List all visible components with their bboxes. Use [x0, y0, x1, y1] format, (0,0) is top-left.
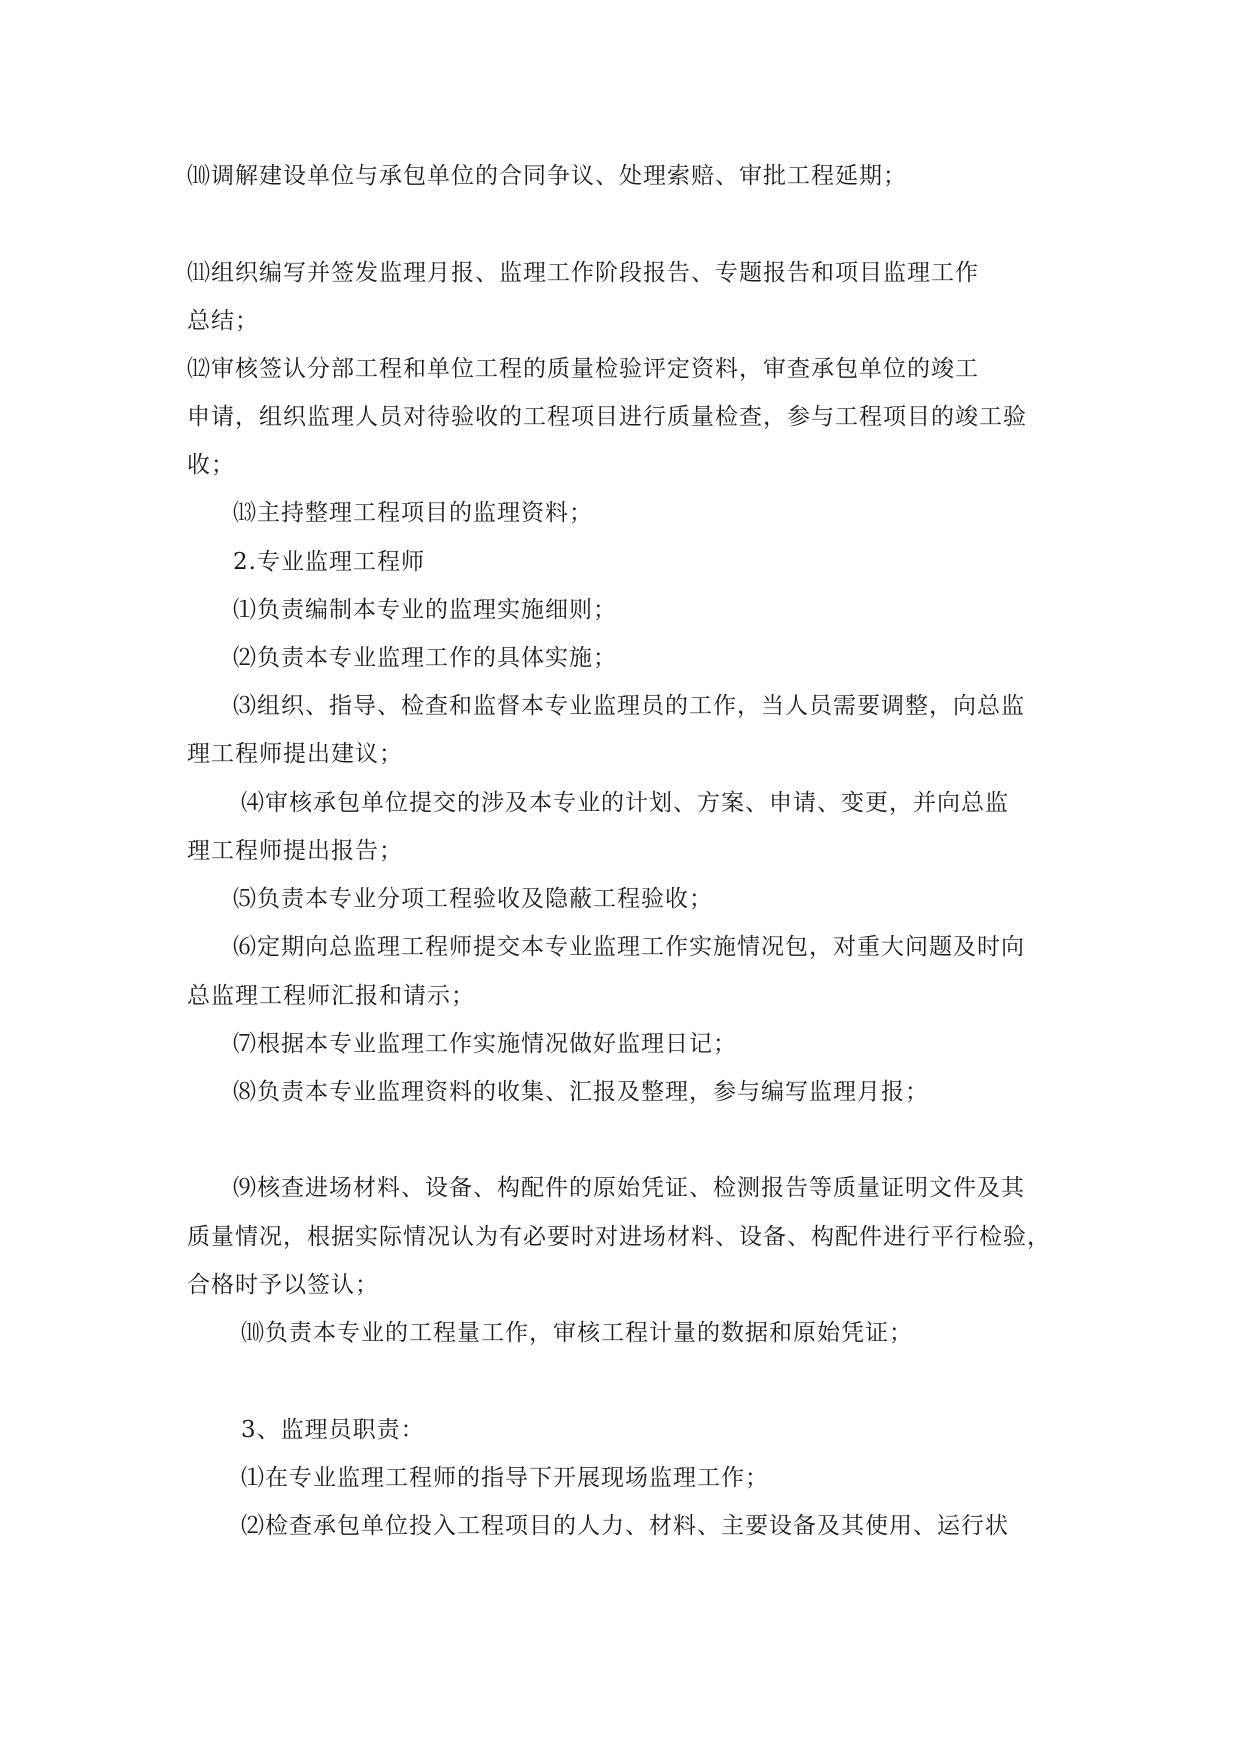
section-heading-3: 3、监理员职责： [241, 1417, 425, 1443]
text-line-13: ⑷审核承包单位提交的涉及本专业的计划、方案、申请、变更，并向总监 [241, 790, 1009, 816]
text-line-10: ⑵负责本专业监理工作的具体实施； [233, 645, 617, 671]
text-line-14: 理工程师提出报告； [187, 838, 403, 864]
text-line-25: ⑴在专业监理工程师的指导下开展现场监理工作； [241, 1465, 769, 1491]
text-line-2: ⑾组织编写并签发监理月报、监理工作阶段报告、专题报告和项目监理工作 [187, 260, 979, 286]
section-heading-2: 2.专业监理工程师 [233, 549, 425, 575]
text-line-12: 理工程师提出建议； [187, 741, 403, 767]
text-line-23: ⑽负责本专业的工程量工作，审核工程计量的数据和原始凭证； [241, 1320, 913, 1346]
text-line-6: 收； [187, 452, 235, 478]
text-line-4: ⑿审核签认分部工程和单位工程的质量检验评定资料，审查承包单位的竣工 [187, 356, 979, 382]
text-line-7: ⒀主持整理工程项目的监理资料； [233, 500, 593, 526]
text-line-19: ⑻负责本专业监理资料的收集、汇报及整理，参与编写监理月报； [233, 1079, 929, 1105]
text-line-5: 申请，组织监理人员对待验收的工程项目进行质量检查，参与工程项目的竣工验 [187, 404, 1027, 430]
text-line-9: ⑴负责编制本专业的监理实施细则； [233, 597, 617, 623]
text-line-26: ⑵检查承包单位投入工程项目的人力、材料、主要设备及其使用、运行状 [241, 1513, 1009, 1539]
text-line-17: 总监理工程师汇报和请示； [187, 983, 475, 1009]
text-line-3: 总结； [187, 308, 259, 334]
text-line-18: ⑺根据本专业监理工作实施情况做好监理日记； [233, 1031, 737, 1057]
text-line-20: ⑼核查进场材料、设备、构配件的原始凭证、检测报告等质量证明文件及其 [233, 1175, 1025, 1201]
text-line-15: ⑸负责本专业分项工程验收及隐蔽工程验收； [233, 886, 713, 912]
text-line-21: 质量情况，根据实际情况认为有必要时对进场材料、设备、构配件进行平行检验， [187, 1224, 1051, 1250]
text-line-16: ⑹定期向总监理工程师提交本专业监理工作实施情况包，对重大问题及时向 [233, 934, 1025, 960]
text-line-22: 合格时予以签认； [187, 1272, 379, 1298]
text-line-1: ⑽调解建设单位与承包单位的合同争议、处理索赔、审批工程延期； [187, 163, 907, 189]
text-line-11: ⑶组织、指导、检查和监督本专业监理员的工作，当人员需要调整，向总监 [233, 693, 1025, 719]
